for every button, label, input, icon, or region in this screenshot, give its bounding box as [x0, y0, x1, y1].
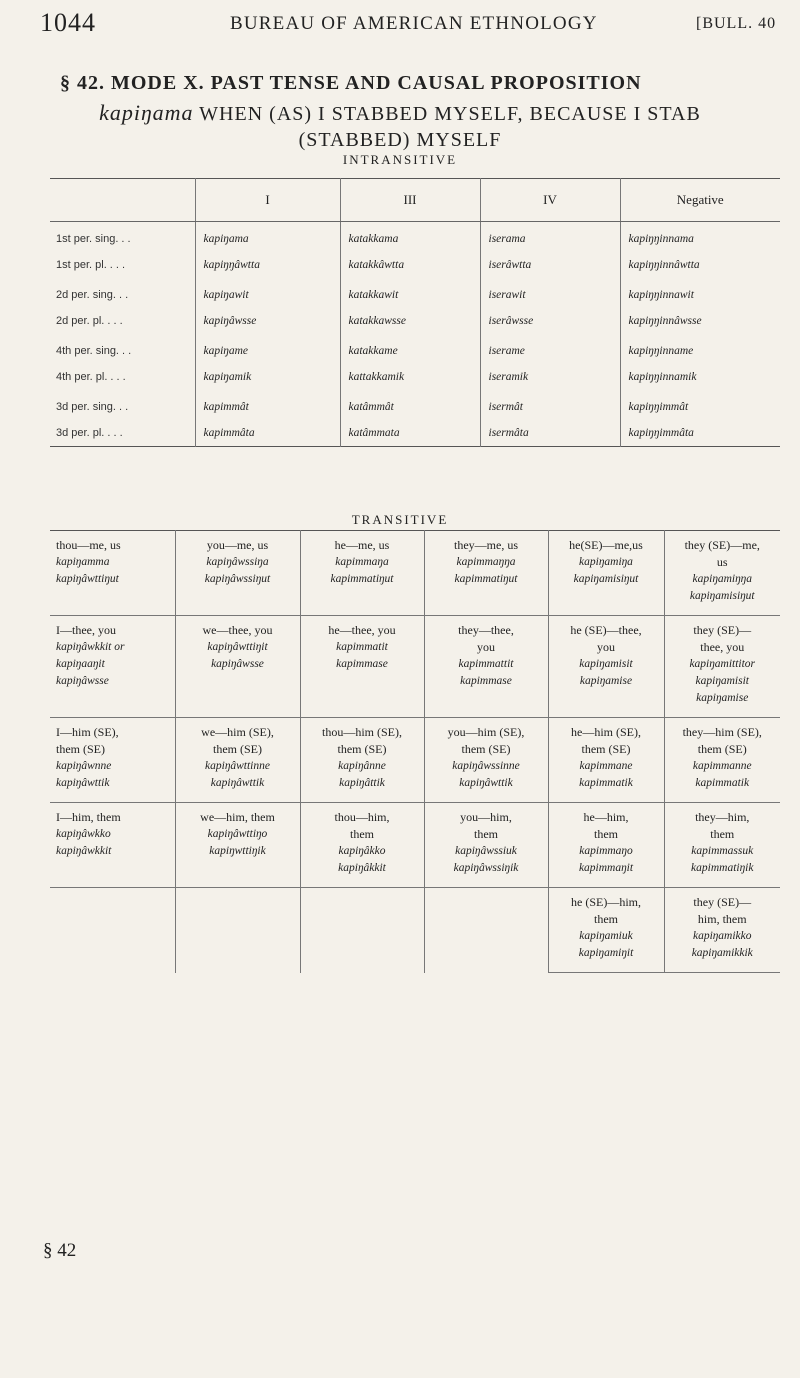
pronoun-label: they—him (SE), — [682, 725, 762, 739]
verb-form: kapiŋamiŋit — [578, 947, 634, 959]
verb-form: kapiŋamisiŋut — [573, 573, 639, 585]
pronoun-label: them (SE) — [461, 742, 511, 756]
verb-form-cell: kapiŋŋinnama — [620, 222, 780, 253]
transitive-cell — [664, 803, 780, 888]
verb-form-cell: katakkawsse — [340, 308, 480, 334]
intransitive-table — [50, 178, 780, 447]
transitive-cell — [424, 803, 548, 888]
intransitive-row — [50, 308, 780, 334]
pronoun-label: they (SE)— — [693, 895, 752, 909]
running-title: BUREAU OF AMERICAN ETHNOLOGY — [230, 13, 598, 34]
pronoun-label: them (SE) — [697, 742, 747, 756]
intransitive-row — [50, 278, 780, 308]
verb-form-cell: kapiŋama — [195, 222, 340, 253]
transitive-cell — [424, 888, 548, 973]
verb-form-cell: katakkame — [340, 334, 480, 364]
verb-form-cell: iserame — [480, 334, 620, 364]
subtitle-text: WHEN (AS) I STABBED MYSELF, BECAUSE I STAB — [199, 103, 701, 125]
verb-form: kapiŋamma — [56, 556, 110, 568]
transitive-cell — [300, 531, 424, 616]
verb-form: kapimmatik — [579, 777, 633, 789]
verb-form-cell: kapimmât — [195, 390, 340, 420]
verb-form-cell: kapiŋŋimmât — [620, 390, 780, 420]
person-label: 1st per. sing. . . — [56, 233, 131, 245]
transitive-cell — [548, 888, 664, 973]
transitive-cell — [175, 531, 300, 616]
transitive-cell — [424, 531, 548, 616]
column-header — [50, 179, 195, 222]
transitive-cell — [300, 803, 424, 888]
verb-form-cell: katâmmât — [340, 390, 480, 420]
intransitive-row — [50, 222, 780, 253]
verb-form-cell: kattakkamik — [340, 364, 480, 390]
verb-form: kapimmase — [460, 675, 512, 687]
transitive-cell — [175, 718, 300, 803]
verb-form: kapiŋamisiŋut — [689, 590, 755, 602]
person-label: 3d per. sing. . . — [56, 401, 129, 413]
verb-form-cell: iserâwsse — [480, 308, 620, 334]
transitive-cell — [50, 888, 175, 973]
verb-form-cell: kapimmâta — [195, 420, 340, 447]
pronoun-label: him, them — [697, 912, 747, 926]
pronoun-label: them — [710, 827, 735, 841]
transitive-cell — [664, 616, 780, 718]
transitive-cell — [424, 718, 548, 803]
pronoun-label: they—him, — [695, 810, 750, 824]
transitive-cell — [664, 531, 780, 616]
bulletin-ref: [BULL. 40 — [696, 15, 777, 32]
pronoun-label: you — [477, 640, 495, 654]
verb-form: kapimmassuk — [691, 845, 754, 857]
verb-form-cell: kapiŋawit — [195, 278, 340, 308]
transitive-label: TRANSITIVE — [351, 512, 449, 527]
pronoun-label: I—him (SE), — [56, 725, 119, 739]
pronoun-label: he—him, — [583, 810, 629, 824]
verb-form: kapimmaŋŋa — [456, 556, 516, 568]
transitive-cell — [175, 888, 300, 973]
pronoun-label: we—him (SE), — [201, 725, 274, 739]
verb-form-cell: kapiŋŋinname — [620, 334, 780, 364]
verb-form: kapimmatit — [336, 641, 388, 653]
pronoun-label: he (SE)—thee, — [570, 623, 642, 637]
section-title: § 42. MODE X. PAST TENSE AND CAUSAL PROPOSITION — [60, 72, 642, 94]
verb-form-cell: iserama — [480, 222, 620, 253]
pronoun-label: thou—me, us — [56, 538, 121, 552]
verb-form: kapiŋamisit — [695, 675, 749, 687]
verb-form: kapiŋwttiŋik — [209, 845, 266, 857]
transitive-cell — [300, 888, 424, 973]
verb-form-cell: katakkawit — [340, 278, 480, 308]
pronoun-label: you—me, us — [206, 538, 269, 552]
verb-form: kapimmatik — [695, 777, 750, 789]
verb-form: kapiŋâwttik — [56, 777, 110, 789]
footer-section-ref: § 42 — [43, 1240, 77, 1261]
verb-form: kapiŋâwssiŋa — [206, 556, 269, 568]
verb-form-cell: kapiŋŋinnâwtta — [620, 252, 780, 278]
verb-form-cell: katâmmata — [340, 420, 480, 447]
verb-form: kapiŋamise — [579, 675, 633, 687]
pronoun-label: he—thee, you — [328, 623, 396, 637]
column-header: I — [195, 179, 340, 222]
pronoun-label: them (SE) — [337, 742, 387, 756]
person-label: 2d per. sing. . . — [56, 289, 129, 301]
transitive-row — [50, 616, 780, 718]
verb-form: kapiŋamisit — [579, 658, 633, 670]
verb-form: kapiŋamiŋŋa — [692, 573, 752, 585]
verb-form: kapiŋamikkik — [691, 947, 753, 959]
verb-form: kapiŋâwttiŋo — [207, 828, 268, 840]
transitive-cell — [175, 803, 300, 888]
transitive-table — [50, 530, 780, 973]
transitive-row — [50, 803, 780, 888]
pronoun-label: them — [474, 827, 498, 841]
verb-form-cell: kapiŋame — [195, 334, 340, 364]
verb-form: kapiŋâwssiŋut — [204, 573, 271, 585]
verb-form: kapiŋâwnne — [56, 760, 112, 772]
pronoun-label: thou—him (SE), — [322, 725, 402, 739]
pronoun-label: them (SE) — [581, 742, 631, 756]
pronoun-label: they (SE)—me, — [684, 538, 760, 552]
verb-form: kapiŋâkko — [338, 845, 386, 857]
verb-form-cell: katakkama — [340, 222, 480, 253]
transitive-cell — [50, 616, 175, 718]
verb-form: kapiŋâwttik — [459, 777, 513, 789]
transitive-cell — [548, 531, 664, 616]
verb-form: kapimmatiŋik — [691, 862, 754, 874]
transitive-row — [50, 718, 780, 803]
pronoun-label: we—thee, you — [202, 623, 273, 637]
verb-form: kapiŋâwssiuk — [455, 845, 517, 857]
verb-form: kapimmaŋo — [579, 845, 633, 857]
verb-form: kapiŋâttik — [339, 777, 385, 789]
verb-form: kapiŋâwkkit or — [56, 641, 125, 653]
pronoun-label: thee, you — [700, 640, 745, 654]
pronoun-label: he—him (SE), — [571, 725, 641, 739]
pronoun-label: you—him (SE), — [447, 725, 525, 739]
transitive-cell — [175, 616, 300, 718]
section-subtitle — [0, 100, 800, 153]
verb-form: kapiŋâwttiŋit — [207, 641, 268, 653]
verb-form: kapiŋamittitor — [689, 658, 756, 670]
verb-form: kapiŋâwkko — [56, 828, 111, 840]
verb-form-cell: iserawit — [480, 278, 620, 308]
person-label: 2d per. pl. . . . — [56, 315, 123, 327]
verb-form-cell: kapiŋŋimmâta — [620, 420, 780, 447]
pronoun-label: them — [594, 912, 618, 926]
verb-form: kapimmatiŋut — [454, 573, 518, 585]
pronoun-label: I—thee, you — [56, 623, 116, 637]
intransitive-row — [50, 364, 780, 390]
verb-form: kapiŋâwssinne — [452, 760, 520, 772]
transitive-cell — [424, 616, 548, 718]
verb-form-cell: isermâta — [480, 420, 620, 447]
verb-form: kapiŋamiŋa — [579, 556, 633, 568]
person-label: 3d per. pl. . . . — [56, 427, 123, 439]
verb-form: kapimmaŋit — [578, 862, 634, 874]
transitive-cell — [300, 616, 424, 718]
verb-form-cell: katakkâwtta — [340, 252, 480, 278]
verb-form: kapiŋama — [99, 100, 194, 125]
verb-form: kapiŋânne — [338, 760, 386, 772]
verb-form: kapimmatiŋut — [330, 573, 394, 585]
verb-form: kapimmanne — [692, 760, 752, 772]
transitive-cell — [300, 718, 424, 803]
transitive-cell — [548, 718, 664, 803]
transitive-cell — [548, 616, 664, 718]
pronoun-label: you — [597, 640, 615, 654]
transitive-row — [50, 888, 780, 973]
verb-form-cell: kapiŋŋinnâwsse — [620, 308, 780, 334]
person-label: 4th per. pl. . . . — [56, 371, 126, 383]
verb-form: kapiŋâwttik — [210, 777, 265, 789]
pronoun-label: you—him, — [460, 810, 512, 824]
verb-form: kapiŋâwttiŋut — [56, 573, 119, 585]
transitive-cell — [50, 803, 175, 888]
verb-form: kapiŋâwttinne — [205, 760, 270, 772]
page-number: 1044 — [40, 8, 96, 37]
column-header: III — [340, 179, 480, 222]
verb-form: kapiŋâwssiŋik — [453, 862, 519, 874]
person-label: 4th per. sing. . . — [56, 345, 132, 357]
pronoun-label: we—him, them — [200, 810, 275, 824]
pronoun-label: he (SE)—him, — [571, 895, 641, 909]
verb-form-cell: isermât — [480, 390, 620, 420]
transitive-cell — [548, 803, 664, 888]
pronoun-label: he(SE)—me,us — [569, 538, 643, 552]
intransitive-row — [50, 390, 780, 420]
pronoun-label: thou—him, — [334, 810, 390, 824]
verb-form-cell: iseramik — [480, 364, 620, 390]
pronoun-label: they—thee, — [458, 623, 514, 637]
verb-form: kapiŋamiuk — [579, 930, 633, 942]
transitive-cell — [664, 718, 780, 803]
transitive-cell — [50, 718, 175, 803]
verb-form-cell: kapiŋŋinnawit — [620, 278, 780, 308]
verb-form: kapiŋâwkkit — [56, 845, 112, 857]
intransitive-row — [50, 252, 780, 278]
pronoun-label: them — [594, 827, 618, 841]
pronoun-label: they (SE)— — [693, 623, 752, 637]
verb-form-cell: kapiŋŋinnamik — [620, 364, 780, 390]
transitive-cell — [50, 531, 175, 616]
pronoun-label: them (SE) — [56, 742, 105, 756]
intransitive-label: INTRANSITIVE — [342, 152, 458, 167]
pronoun-label: us — [716, 555, 728, 569]
verb-form: kapiŋamise — [696, 692, 749, 704]
verb-form: kapiŋamikko — [692, 930, 752, 942]
column-header: IV — [480, 179, 620, 222]
pronoun-label: them (SE) — [213, 742, 262, 756]
intransitive-row — [50, 334, 780, 364]
pronoun-label: they—me, us — [454, 538, 518, 552]
intransitive-row — [50, 420, 780, 447]
verb-form: kapiŋaaŋit — [56, 658, 105, 670]
pronoun-label: he—me, us — [334, 538, 390, 552]
verb-form-cell: iserâwtta — [480, 252, 620, 278]
verb-form-cell: kapiŋâwsse — [195, 308, 340, 334]
verb-form-cell: kapiŋamik — [195, 364, 340, 390]
pronoun-label: them — [350, 827, 374, 841]
transitive-cell — [664, 888, 780, 973]
verb-form: kapiŋâkkit — [338, 862, 386, 874]
verb-form: kapimmaŋa — [335, 556, 389, 568]
verb-form: kapiŋâwsse — [56, 675, 109, 687]
pronoun-label: I—him, them — [56, 810, 121, 824]
verb-form-cell: kapiŋŋâwtta — [195, 252, 340, 278]
subtitle-text-line2: (STABBED) MYSELF — [298, 129, 502, 151]
verb-form: kapiŋâwsse — [211, 658, 264, 670]
column-header: Negative — [620, 179, 780, 222]
verb-form: kapimmattit — [458, 658, 514, 670]
transitive-row — [50, 531, 780, 616]
intransitive-header-row — [50, 179, 780, 222]
verb-form: kapimmane — [579, 760, 633, 772]
verb-form: kapimmase — [336, 658, 388, 670]
person-label: 1st per. pl. . . . — [56, 259, 126, 271]
